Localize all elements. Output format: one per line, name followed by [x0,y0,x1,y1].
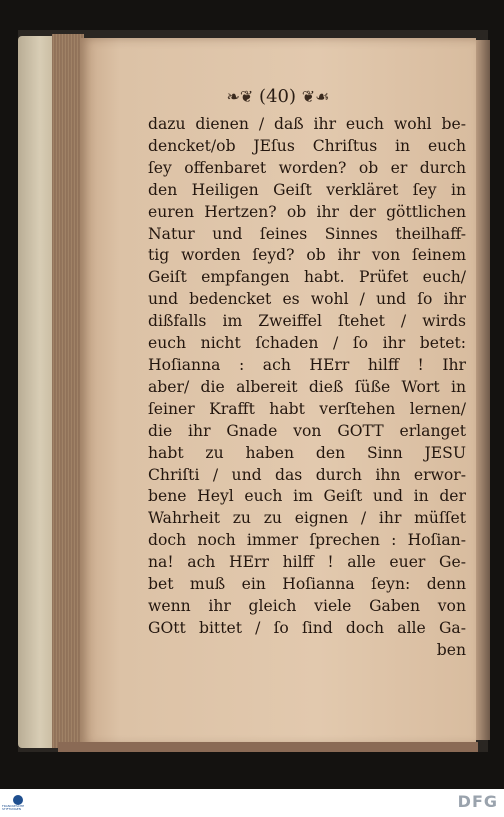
text-line: dazu dienen / daß ihr euch wohl be- [148,115,466,133]
text-line: GOtt bittet / ſo ſind doch alle Ga- [148,618,466,637]
text-line: Hoſianna : ach HErr hilff ! Ihr [148,355,466,374]
page-header [80,86,476,107]
dfg-logo: DFG [457,792,498,811]
ornament-right-icon: ❦☙ [301,87,330,106]
body-text [148,114,466,662]
text-line: euch nicht ſchaden / ſo ihr betet: [148,334,466,353]
text-line: euren Hertzen? ob ihr der göttlichen [148,202,466,221]
text-line: ſey offenbaret worden? ob er durch [148,158,466,177]
institution-logo [2,790,34,816]
page-right-edge [476,40,490,740]
viewer-footer [0,789,504,817]
text-line: tig worden ſeyd? ob ihr von ſeinem [148,246,466,265]
text-line: ſeiner Krafft habt verſtehen lernen/ [148,399,466,418]
catchword: ben [436,640,466,659]
text-line: Wahrheit zu zu eignen / ihr müſſet [148,509,466,528]
text-line: die ihr Gnade von GOTT erlanget [148,421,466,440]
page-number: (40) [259,86,296,107]
text-line: den Heiligen Geiſt verkläret ſey in [148,180,466,199]
ornament-left-icon: ❧❦ [226,87,254,106]
text-line: wenn ihr gleich viele Gaben von [148,596,466,615]
text-line: aber/ die albereit dieß ſüße Wort in [148,377,466,396]
text-line: dencket/ob JEſus Chriſtus in euch [148,136,466,155]
page-bottom-edge [58,742,478,752]
text-line: Chriſti / und das durch ihn erwor- [148,465,466,484]
text-line: habt zu haben den Sinn JESU [148,443,466,462]
text-line: Geiſt empfangen habt. Prüfet euch/ [148,268,466,287]
text-line: bet muß ein Hoſianna ſeyn: denn [148,575,466,594]
text-line: Natur und ſeines Sinnes theilhaff- [148,224,466,243]
text-line: doch noch immer ſprechen : Hoſian- [148,531,466,550]
text-line: dißfalls im Zweiffel ſtehet / wirds [148,312,466,331]
text-line: na! ach HErr hilff ! alle euer Ge- [148,553,466,572]
institution-logo-text: FRANCKESCHE STIFTUNGEN [2,804,25,811]
text-line: bene Heyl euch im Geiſt und in der [148,487,466,506]
text-line: und bedencket es wohl / und ſo ihr [148,290,466,309]
